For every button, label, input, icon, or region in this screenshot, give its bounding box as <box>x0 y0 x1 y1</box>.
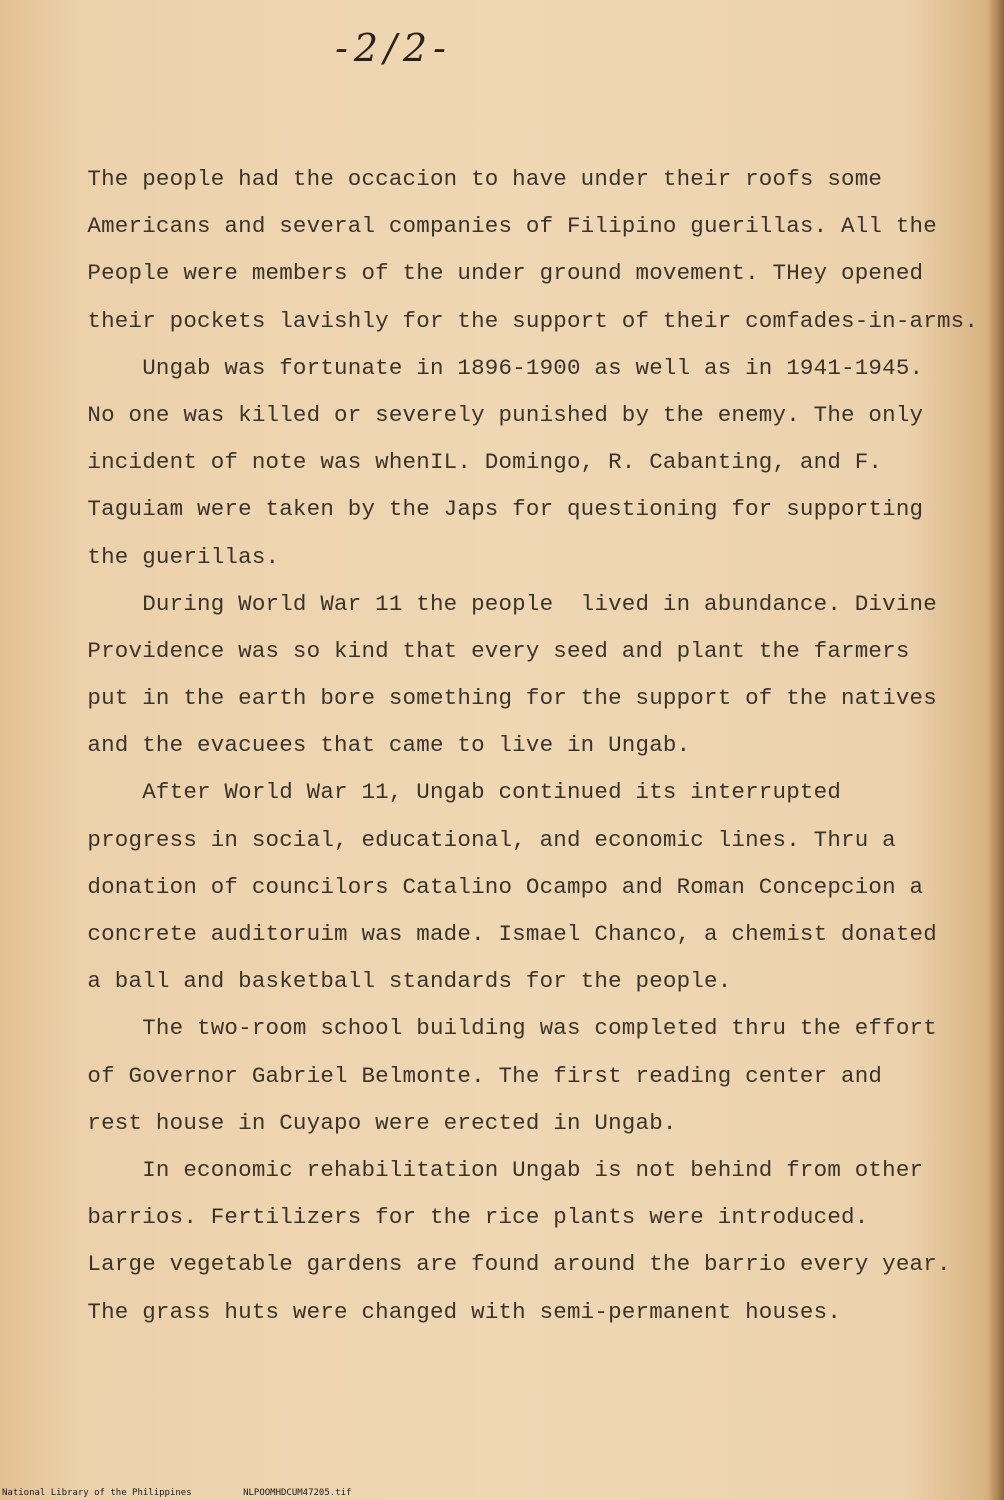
text-line: The people had the occacion to have under their roofs some <box>60 166 883 192</box>
text-line: The grass huts were changed with semi-permanent houses. <box>60 1298 842 1325</box>
footer-institution: National Library of the Philippines <box>2 1488 192 1498</box>
text-line: the guerillas. <box>60 543 280 570</box>
text-line: put in the earth bore something for the support of the natives <box>60 685 937 712</box>
page-number: -2/2- <box>335 26 452 70</box>
text-line: Americans and several companies of Filipino guerillas. All the <box>60 213 937 240</box>
text-line: No one was killed or severely punished by the enemy. The only <box>60 401 924 428</box>
text-line: of Governor Gabriel Belmonte. The first reading center and <box>60 1062 883 1089</box>
text-line: Taguiam were taken by the Japs for questioning for supporting <box>60 496 924 523</box>
text-line: and the evacuees that came to live in Ungab. <box>60 732 691 759</box>
typed-text-body <box>60 156 985 1336</box>
text-line: a ball and basketball standards for the people. <box>60 968 732 995</box>
text-line: Large vegetable gardens are found around the barrio every year. <box>60 1251 951 1278</box>
scan-footer <box>2 1488 397 1498</box>
text-line: Providence was so kind that every seed and plant the farmers <box>60 637 910 664</box>
footer-filename: NLPOOMHDCUM47205.tif <box>243 1488 352 1498</box>
text-line: During World War 11 the people lived in abundance. Divine <box>60 590 937 617</box>
text-line: People were members of the under ground movement. THey opened <box>60 260 924 287</box>
text-line: barrios. Fertilizers for the rice plants were introduced. <box>60 1204 869 1231</box>
text-line: In economic rehabilitation Ungab is not behind from other <box>60 1156 924 1183</box>
page-edge <box>988 0 1004 1500</box>
text-line: concrete auditoruim was made. Ismael Chanco, a chemist donated <box>60 921 937 947</box>
text-line: incident of note was whenIL. Domingo, R. Cabanting, and F. <box>60 449 883 476</box>
text-line: progress in social, educational, and economic lines. Thru a <box>60 826 896 853</box>
text-line: rest house in Cuyapo were erected in Ungab. <box>60 1109 677 1136</box>
text-line: After World War 11, Ungab continued its interrupted <box>60 779 842 806</box>
text-line: Ungab was fortunate in 1896-1900 as well as in 1941-1945. <box>60 354 924 381</box>
text-line: The two-room school building was completed thru the effort <box>60 1015 937 1042</box>
text-line: their pockets lavishly for the support of their comfades-in-arms. <box>60 307 979 334</box>
text-line: donation of councilors Catalino Ocampo and Roman Concepcion a <box>60 873 924 900</box>
